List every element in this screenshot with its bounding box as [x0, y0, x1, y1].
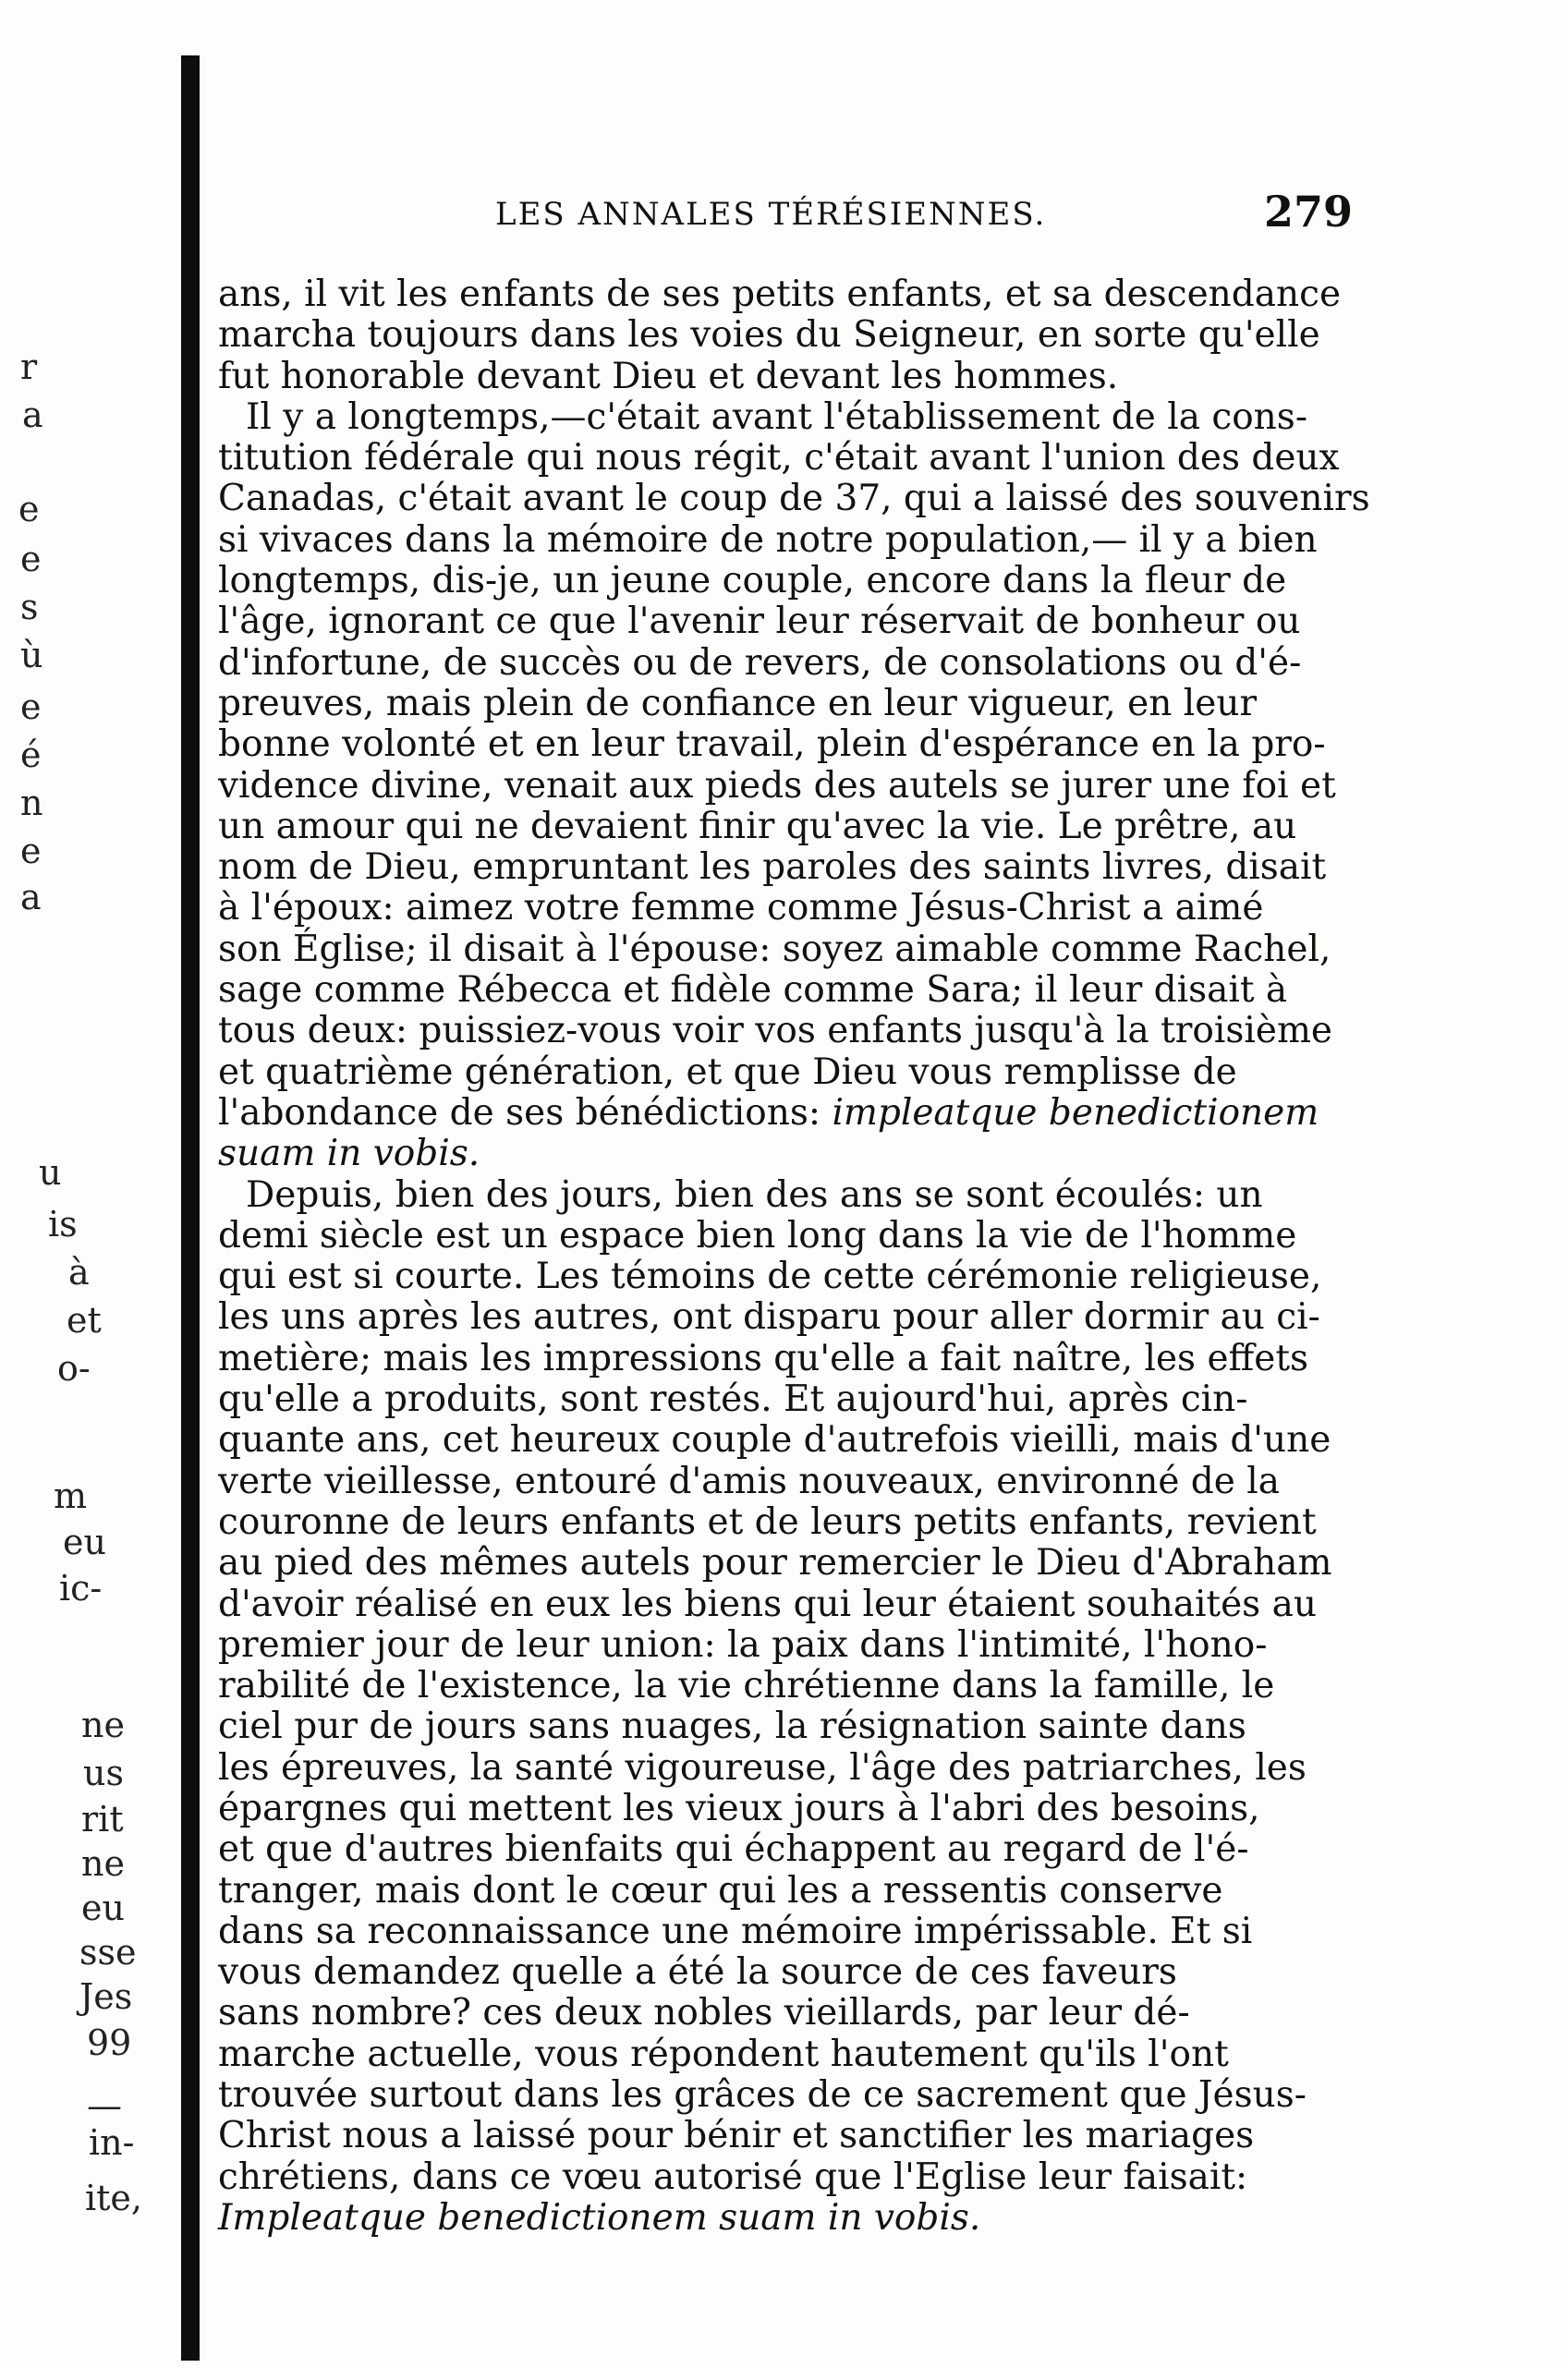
text-line: Il y a longtemps,—c'était avant l'établissement de la cons- [246, 395, 1307, 438]
text-line: son Église; il disait à l'épouse: soyez aimable comme Rachel, [218, 928, 1331, 970]
text-line: Impleatque benedictionem suam in vobis. [218, 2196, 981, 2239]
text-line: fut honorable devant Dieu et devant les hommes. [218, 355, 1119, 397]
bleed-fragment: is [48, 1204, 78, 1245]
bleed-fragment: ù [20, 635, 43, 675]
text-line: bonne volonté et en leur travail, plein d'espérance en la pro- [218, 723, 1326, 766]
text-line: longtemps, dis-je, un jeune couple, encore dans la fleur de [218, 560, 1287, 602]
text-line: et quatrième génération, et que Dieu vous remplisse de [218, 1050, 1237, 1093]
text-line: tranger, mais dont le cœur qui les a ressentis conserve [218, 1869, 1223, 1912]
bleed-fragment: Jes [79, 1976, 133, 2017]
bleed-fragment: e [20, 686, 42, 727]
text-line: metière; mais les impressions qu'elle a fait naître, les effets [218, 1337, 1309, 1379]
bleed-fragment: o- [57, 1348, 91, 1389]
bleed-fragment: ne [81, 1843, 125, 1884]
text-line: chrétiens, dans ce vœu autorisé que l'Eglise leur faisait: [218, 2155, 1248, 2198]
text-line: dans sa reconnaissance une mémoire impérissable. Et si [218, 1910, 1253, 1952]
text-line: suam in vobis. [218, 1133, 480, 1175]
text-line: premier jour de leur union: la paix dans l'intimité, l'hono- [218, 1623, 1268, 1666]
text-line: verte vieillesse, entouré d'amis nouveaux, environné de la [218, 1460, 1280, 1502]
text-line: sage comme Rébecca et fidèle comme Sara; il leur disait à [218, 969, 1288, 1012]
text-line: les uns après les autres, ont disparu pour aller dormir au ci- [218, 1296, 1320, 1339]
text-line: trouvée surtout dans les grâces de ce sacrement que Jésus- [218, 2074, 1307, 2117]
bleed-fragment: a [22, 395, 43, 435]
bleed-fragment: e [18, 489, 40, 529]
text-line: sans nombre? ces deux nobles vieillards, par leur dé- [218, 1992, 1190, 2034]
bleed-fragment: e [20, 831, 42, 871]
text-line: un amour qui ne devaient finir qu'avec la vie. Le prêtre, au [218, 805, 1297, 847]
bleed-fragment: eu [63, 1522, 106, 1562]
body-text [218, 273, 1370, 2239]
text-line: épargnes qui mettent les vieux jours à l'abri des besoins, [218, 1787, 1260, 1829]
bleed-fragment: in- [89, 2122, 135, 2163]
bleed-fragment: ne [81, 1705, 125, 1745]
text-line: qu'elle a produits, sont restés. Et aujourd'hui, après cin- [218, 1378, 1248, 1421]
facing-page-bleed [0, 0, 176, 2368]
text-line: ciel pur de jours sans nuages, la résignation sainte dans [218, 1706, 1246, 1748]
text-line: nom de Dieu, empruntant les paroles des saints livres, disait [218, 846, 1327, 889]
text-line: au pied des mêmes autels pour remercier le Dieu d'Abraham [218, 1542, 1332, 1585]
text-line: couronne de leurs enfants et de leurs petits enfants, revient [218, 1500, 1317, 1543]
bleed-fragment: u [39, 1152, 62, 1193]
text-line: vous demandez quelle a été la source de ces faveurs [218, 1951, 1177, 1994]
text-line: rabilité de l'existence, la vie chrétienne dans la famille, le [218, 1665, 1275, 1707]
text-line: d'infortune, de succès ou de revers, de consolations ou d'é- [218, 641, 1302, 684]
text-line: Christ nous a laissé pour bénir et sanctifier les mariages [218, 2115, 1255, 2157]
bleed-fragment: us [83, 1753, 124, 1793]
bleed-fragment: ic- [59, 1568, 103, 1609]
bleed-fragment: e [20, 539, 42, 579]
text-line: les épreuves, la santé vigoureuse, l'âge des patriarches, les [218, 1746, 1307, 1789]
bleed-fragment: é [20, 735, 42, 775]
bleed-fragment: r [20, 346, 38, 387]
page-number: 279 [1264, 187, 1354, 237]
bleed-fragment: et [67, 1300, 102, 1341]
text-line: d'avoir réalisé en eux les biens qui leur étaient souhaités au [218, 1583, 1317, 1625]
text-line: l'abondance de ses bénédictions: impleatque benedictionem [218, 1091, 1319, 1134]
bleed-fragment: rit [81, 1799, 124, 1840]
bleed-fragment: a [20, 877, 42, 917]
binding-gutter [181, 55, 200, 2361]
text-line: si vivaces dans la mémoire de notre population,— il y a bien [218, 518, 1318, 561]
bleed-fragment: ite, [85, 2178, 142, 2218]
text-line: tous deux: puissiez-vous voir vos enfants jusqu'à la troisième [218, 1010, 1333, 1052]
text-line: demi siècle est un espace bien long dans la vie de l'homme [218, 1214, 1297, 1257]
running-head: LES ANNALES TÉRÉSIENNES. [495, 196, 1047, 233]
bleed-fragment: n [20, 783, 43, 823]
bleed-fragment: m [54, 1475, 88, 1516]
text-line: vidence divine, venait aux pieds des autels se jurer une foi et [218, 764, 1336, 807]
text-line: et que d'autres bienfaits qui échappent au regard de l'é- [218, 1828, 1249, 1871]
text-line: l'âge, ignorant ce que l'avenir leur réservait de bonheur ou [218, 601, 1301, 643]
text-line: marcha toujours dans les voies du Seigneur, en sorte qu'elle [218, 314, 1320, 357]
text-line: Depuis, bien des jours, bien des ans se sont écoulés: un [246, 1173, 1263, 1216]
text-line: titution fédérale qui nous régit, c'était avant l'union des deux [218, 437, 1340, 480]
text-line: Canadas, c'était avant le coup de 37, qui a laissé des souvenirs [218, 478, 1370, 520]
text-line: ans, il vit les enfants de ses petits enfants, et sa descendance [218, 273, 1342, 315]
bleed-fragment: eu [81, 1888, 125, 1928]
bleed-fragment: sse [79, 1932, 137, 1973]
text-line: quante ans, cet heureux couple d'autrefois vieilli, mais d'une [218, 1419, 1331, 1462]
bleed-fragment: — [87, 2085, 122, 2126]
bleed-fragment: 99 [87, 2022, 132, 2063]
text-line: marche actuelle, vous répondent hautement qu'ils l'ont [218, 2033, 1229, 2075]
text-line: preuves, mais plein de confiance en leur vigueur, en leur [218, 682, 1258, 724]
text-line: qui est si courte. Les témoins de cette cérémonie religieuse, [218, 1256, 1322, 1298]
text-line: à l'époux: aimez votre femme comme Jésus-Christ a aimé [218, 887, 1264, 929]
bleed-fragment: à [68, 1252, 90, 1293]
bleed-fragment: s [20, 587, 39, 627]
